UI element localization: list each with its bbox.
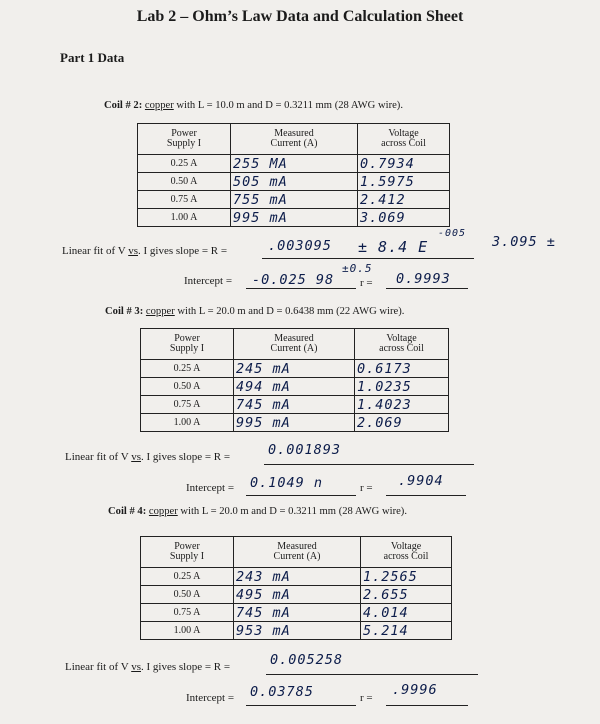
supply-cell: 0.25 A: [138, 155, 231, 173]
coil-4-heading: [108, 506, 407, 517]
header-power-supply: Power Supply I: [141, 329, 234, 360]
table-row: [138, 209, 450, 227]
voltage-cell: 0.6173: [355, 360, 449, 378]
current-cell: 755 mA: [231, 191, 358, 209]
current-cell: 494 mA: [234, 378, 355, 396]
table-row: [141, 586, 452, 604]
coil-3-intercept-label: Intercept =: [186, 482, 235, 494]
voltage-cell: 4.014: [361, 604, 452, 622]
header-voltage: Voltage across Coil: [355, 329, 449, 360]
voltage-cell: 0.7934: [358, 155, 450, 173]
coil-2-slope-blank: [262, 258, 474, 259]
voltage-cell: 2.069: [355, 414, 449, 432]
header-measured-current: Measured Current (A): [231, 124, 358, 155]
supply-cell: 1.00 A: [141, 622, 234, 640]
current-cell: 995 mA: [234, 414, 355, 432]
voltage-cell: 1.0235: [355, 378, 449, 396]
table-row: [138, 155, 450, 173]
voltage-cell: 3.069: [358, 209, 450, 227]
coil-2-material: copper: [144, 100, 174, 111]
voltage-cell: 1.4023: [355, 396, 449, 414]
coil-2-margin-note: 3.095 ±: [492, 234, 556, 250]
coil-3-intercept-blank: [246, 495, 356, 496]
coil-2-intercept-error: ±0.5: [342, 262, 373, 275]
coil-4-table: [140, 536, 452, 640]
coil-4-label: Coil # 4:: [108, 506, 147, 517]
supply-cell: 0.50 A: [141, 378, 234, 396]
coil-3-slope-label: Linear fit of V vs. I gives slope = R =: [65, 451, 231, 463]
voltage-cell: 5.214: [361, 622, 452, 640]
header-measured-current: Measured Current (A): [234, 329, 355, 360]
table-row: [141, 378, 449, 396]
coil-3-r-blank: [386, 495, 466, 496]
table-row: [138, 191, 450, 209]
header-power-supply: Power Supply I: [141, 537, 234, 568]
supply-cell: 0.25 A: [141, 568, 234, 586]
coil-3-slope-blank: [264, 464, 474, 465]
coil-2-r-value: 0.9993: [396, 271, 451, 287]
coil-2-intercept-label: Intercept =: [184, 275, 233, 287]
current-cell: 243 mA: [234, 568, 361, 586]
supply-cell: 1.00 A: [138, 209, 231, 227]
supply-cell: 0.75 A: [138, 191, 231, 209]
coil-3-label: Coil # 3:: [105, 306, 144, 317]
coil-2-slope-error: ± 8.4 E: [358, 238, 429, 256]
coil-2-r-label: r =: [360, 277, 373, 289]
coil-4-material: copper: [148, 506, 178, 517]
part-heading: Part 1 Data: [60, 50, 125, 65]
coil-2-slope-label: Linear fit of V vs. I gives slope = R =: [62, 245, 228, 257]
coil-2-table: [137, 123, 450, 227]
supply-cell: 0.50 A: [141, 586, 234, 604]
supply-cell: 0.50 A: [138, 173, 231, 191]
coil-2-r-blank: [386, 288, 468, 289]
voltage-cell: 1.2565: [361, 568, 452, 586]
coil-3-material: copper: [145, 306, 175, 317]
coil-2-intercept-blank: [246, 288, 356, 289]
coil-2-slope-exponent: -005: [438, 228, 467, 239]
coil-4-intercept-blank: [246, 705, 356, 706]
current-cell: 995 mA: [231, 209, 358, 227]
coil-2-intercept-value: -0.025 98: [252, 272, 335, 288]
current-cell: 745 mA: [234, 604, 361, 622]
coil-4-intercept-label: Intercept =: [186, 692, 235, 704]
voltage-cell: 1.5975: [358, 173, 450, 191]
current-cell: 745 mA: [234, 396, 355, 414]
coil-4-slope-blank: [266, 674, 478, 675]
coil-3-heading: [105, 306, 404, 317]
coil-4-intercept-value: 0.03785: [250, 684, 314, 700]
table-row: [141, 622, 452, 640]
coil-3-spec: with L = 20.0 m and D = 0.6438 mm (22 AWG wire).: [174, 306, 405, 317]
coil-3-slope-value: 0.001893: [268, 442, 342, 458]
coil-4-slope-label: Linear fit of V vs. I gives slope = R =: [65, 661, 231, 673]
coil-4-r-blank: [386, 705, 468, 706]
coil-4-r-label: r =: [360, 692, 373, 704]
coil-4-r-value: .9996: [392, 682, 438, 698]
coil-2-slope-value: .003095: [268, 238, 332, 254]
coil-2-spec: with L = 10.0 m and D = 0.3211 mm (28 AWG wire).: [173, 100, 403, 111]
coil-3-intercept-value: 0.1049 n: [250, 475, 324, 491]
coil-3-r-label: r =: [360, 482, 373, 494]
header-measured-current: Measured Current (A): [234, 537, 361, 568]
voltage-cell: 2.655: [361, 586, 452, 604]
coil-2-heading: [104, 100, 403, 111]
supply-cell: 0.75 A: [141, 396, 234, 414]
coil-4-spec: with L = 20.0 m and D = 0.3211 mm (28 AWG wire).: [177, 506, 407, 517]
page-title: Lab 2 – Ohm’s Law Data and Calculation Sheet: [136, 8, 464, 25]
voltage-cell: 2.412: [358, 191, 450, 209]
current-cell: 255 MA: [231, 155, 358, 173]
coil-3-r-value: .9904: [398, 473, 444, 489]
supply-cell: 0.25 A: [141, 360, 234, 378]
current-cell: 495 mA: [234, 586, 361, 604]
table-row: [141, 360, 449, 378]
table-row: [141, 396, 449, 414]
table-row: [141, 568, 452, 586]
header-voltage: Voltage across Coil: [361, 537, 452, 568]
supply-cell: 1.00 A: [141, 414, 234, 432]
current-cell: 505 mA: [231, 173, 358, 191]
header-power-supply: Power Supply I: [138, 124, 231, 155]
table-row: [141, 414, 449, 432]
supply-cell: 0.75 A: [141, 604, 234, 622]
current-cell: 953 mA: [234, 622, 361, 640]
table-row: [138, 173, 450, 191]
coil-3-table: [140, 328, 449, 432]
header-voltage: Voltage across Coil: [358, 124, 450, 155]
table-row: [141, 604, 452, 622]
current-cell: 245 mA: [234, 360, 355, 378]
coil-2-label: Coil # 2:: [104, 100, 143, 111]
coil-4-slope-value: 0.005258: [270, 652, 344, 668]
